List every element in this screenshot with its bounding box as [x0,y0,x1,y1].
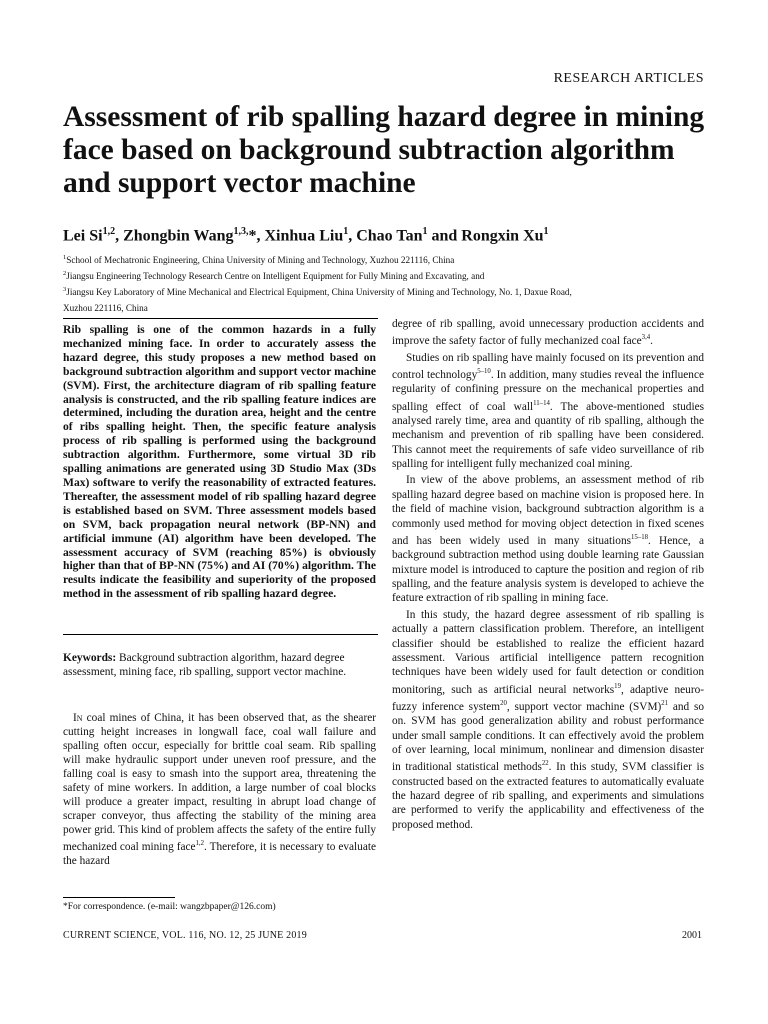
introduction-paragraph [63,711,376,868]
paragraph-text: Studies on rib spalling have mainly focused on its prevention and control technology [392,351,704,381]
paragraph [392,608,704,832]
paragraph-text: . In addition, many studies reveal the influence regularity of confining pressure on the mechanical properties and spalling effect of coal wall [392,368,704,413]
paragraph-text: In view of the above problems, an assessment method of rib spalling hazard degree based on machine vision is proposed here. In the field of machine vision, background subtraction algorithm is a commonly used method for moving object detection in fixed scenes and has been widely used in many situations [392,474,704,547]
paragraph-text: In this study, the hazard degree assessment of rib spalling is actually a pattern classification problem. Therefore, an intelligent classifier should be established to realize the efficient hazard assessment. Various artificial intelligence pattern recognition techniques have been widely used for fault detection or condition monitoring, such as artificial neural networks [392,608,704,696]
author-name: Xinhua Liu [264,227,344,245]
author-separator: , [348,227,357,245]
paragraph-text: coal mines of China, it has been observed that, as the shearer cutting height increases in longwall face, coal wall failure and spalling often occur, especially for brittle coal seam. Rib spalling will make hydraulic support under uneven roof pressure, and the falling coal is easy to smash into the support area, threatening the safety of mine workers. In addition, a large number of coal blocks will produce a greater impact, resulting in abrupt load change of scraper conveyor, thus affecting the stability of the mining area power grid. This kind of problem affects the safety of the entire fully mechanized coal mining face [63,712,376,853]
author-name: Zhongbin Wang [123,227,234,245]
citation: 15–18 [631,533,648,541]
author-separator: and [427,227,462,245]
keywords [63,651,360,679]
citation: 20 [500,699,507,707]
author-affiliation-mark: 1 [543,226,549,237]
affiliation-number: 1 [63,254,67,261]
affiliation-text: Xuzhou 221116, China [63,303,148,314]
abstract: Rib spalling is one of the common hazards in a fully mechanized mining face. In order to accurately assess the hazard degree, this study proposes a new method based on background subtraction algorithm and support vector machine (SVM). First, the architecture diagram of rib spalling feature analysis is constructed, and the rib spalling feature indices are determined, including the duration area, height and the centre of ribs spalling height. Then, the specific feature analysis process of rib spalling is performed using the background subtraction algorithm. Furthermore, some virtual 3D rib spalling animations are generated using 3D Studio Max (3Ds Max) software to verify the reasonability of extracted features. Thereafter, the assessment model of rib spalling hazard degree is established based on SVM. Three assessment models based on SVM, back propagation neural network (BP-NN) and artificial immune (AI) algorithm have been developed. The assessment accuracy of SVM (reaching 85%) is obviously higher than that of BP-NN (75%) and AI (70%) algorithm. The results indicate the feasibility and superiority of the proposed method in the assessment of rib spalling hazard degree. [63,323,376,601]
paragraph-text: . The above-mentioned studies analysed rarely time, area and quantity of rib spalling, although the mechanism and prevention of rib spalling have been considered. This cannot meet the requirements of safe video surveillance of rib spalling for intelligent fully mechanized coal mining. [392,400,704,470]
right-column [392,317,704,834]
affiliation-text: School of Mechatronic Engineering, China University of Mining and Technology, Xuzhou 221116, China [66,255,455,266]
citation: 19 [614,682,621,690]
citation: 1,2 [195,840,205,847]
correspondence-footnote: *For correspondence. (e-mail: wangzbpaper@126.com) [63,902,276,912]
paragraph [392,473,704,605]
author-name: Lei Si [63,227,103,245]
author-affiliation-mark: 1,2 [102,226,116,237]
citation: 11–14 [533,399,550,407]
paragraph [392,317,704,349]
article-title: Assessment of rib spalling hazard degree in mining face based on background subtraction algorithm and support vector machine [63,101,705,199]
affiliation-item [63,299,703,315]
keywords-label: Keywords: [63,652,117,664]
page-number: 2001 [682,930,702,941]
section-label: RESEARCH ARTICLES [553,71,704,86]
paragraph-text: . Hence, a background subtraction method using double learning rate Gaussian mixture model is introduced to capture the position and region of rib spalling, and the feature analysis system is developed to achieve the feature extraction of rib spalling in mining face. [392,534,704,605]
affiliation-list [63,251,703,315]
affiliation-text: Jiangsu Key Laboratory of Mine Mechanical and Electrical Equipment, China University of Mining and Technology, No. 1, Daxue Road, [66,287,572,298]
paragraph-text: and so on. SVM has good generalization ability and robust performance under small sample conditions. It can effectively avoid the problem of over learning, local minimum, nonlinear and dimension disaster in traditional statistical methods [392,700,705,774]
affiliation-number: 2 [63,270,67,278]
author-list [63,226,723,245]
author-name: Chao Tan [356,227,423,245]
author-name: Rongxin Xu [461,227,544,245]
drop-initial: In [73,712,83,724]
paragraph [392,351,704,472]
paragraph-text: . Therefore, it is necessary to evaluate the hazard [63,840,376,867]
journal-footer: CURRENT SCIENCE, VOL. 116, NO. 12, 25 JUNE 2019 [63,930,307,941]
citation: 21 [661,699,669,707]
affiliation-number: 3 [63,286,67,294]
author-separator: *, [248,227,265,245]
paragraph-text: degree of rib spalling, avoid unnecessary production accidents and improve the safety factor of fully mechanized coal face [392,318,704,348]
keywords-text: Background subtraction algorithm, hazard degree assessment, mining face, rib spalling, support vector machine. [63,652,347,679]
paragraph-text: , support vector machine (SVM) [506,700,662,713]
author-affiliation-mark: 1 [422,226,428,237]
paragraph-text: . In this study, SVM classifier is constructed based on the extracted features to automatically evaluate the hazard degree of rib spalling, and experiments and simulations are performed to verify the applicability and effectiveness of the proposed method. [392,761,704,831]
paragraph-text: . [650,335,653,348]
abstract-bottom-rule [63,634,378,635]
paragraph-text: , adaptive neuro-fuzzy inference system [392,683,704,713]
citation: 3,4 [641,334,651,342]
citation: 22 [541,760,549,768]
affiliation-item [63,283,703,299]
author-separator: , [115,227,124,245]
footnote-rule [63,897,175,898]
author-affiliation-mark: 1,3, [233,226,249,237]
abstract-top-rule [63,318,378,319]
affiliation-item [63,267,703,283]
affiliation-item [63,251,703,267]
citation: 5–10 [477,367,491,375]
author-affiliation-mark: 1 [343,226,349,237]
affiliation-text: Jiangsu Engineering Technology Research Centre on Intelligent Equipment for Fully Mining and Excavating, and [66,271,485,282]
